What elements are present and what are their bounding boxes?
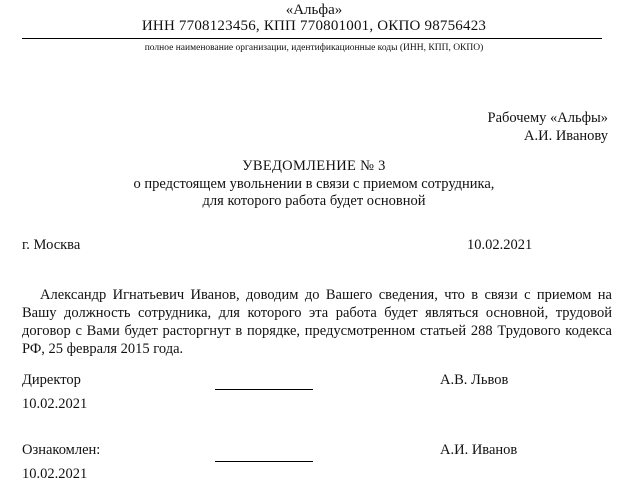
addressee-line-1: Рабочему «Альфы» [487,110,608,126]
director-label: Директор [22,372,81,388]
director-name: А.В. Львов [440,372,509,388]
document-title: УВЕДОМЛЕНИЕ № 3 [242,158,386,174]
acknowledged-name: А.И. Иванов [440,442,518,458]
document-date: 10.02.2021 [467,237,533,253]
city: г. Москва [22,237,81,253]
document-subject-line-2: для которого работа будет основной [202,193,426,209]
addressee-line-2: А.И. Иванову [524,128,608,144]
organization-codes: ИНН 7708123456, КПП 770801001, ОКПО 98756423 [141,18,487,34]
organization-name: «Альфа» [285,2,343,18]
acknowledged-date: 10.02.2021 [22,466,88,482]
document-subject-line-1: о предстоящем увольнении в связи с приемом сотрудника, [133,176,495,192]
header-divider [22,38,602,39]
director-signature-line [215,389,313,390]
acknowledged-signature-line [215,461,313,462]
organization-caption: полное наименование организации, идентификационные коды (ИНН, КПП, ОКПО) [144,43,484,53]
notice-body-text: Александр Игнатьевич Иванов, доводим до Вашего сведения, что в связи с приемом на Вашу должность сотрудника, для которого эта работа будет являться основной, трудовой договор с Вами будет расторгнут в порядке, предусмотренном статьей 288 Трудового кодекса РФ, 25 февраля 2015 года. [22,287,612,357]
director-date: 10.02.2021 [22,396,88,412]
acknowledged-label: Ознакомлен: [22,442,101,458]
